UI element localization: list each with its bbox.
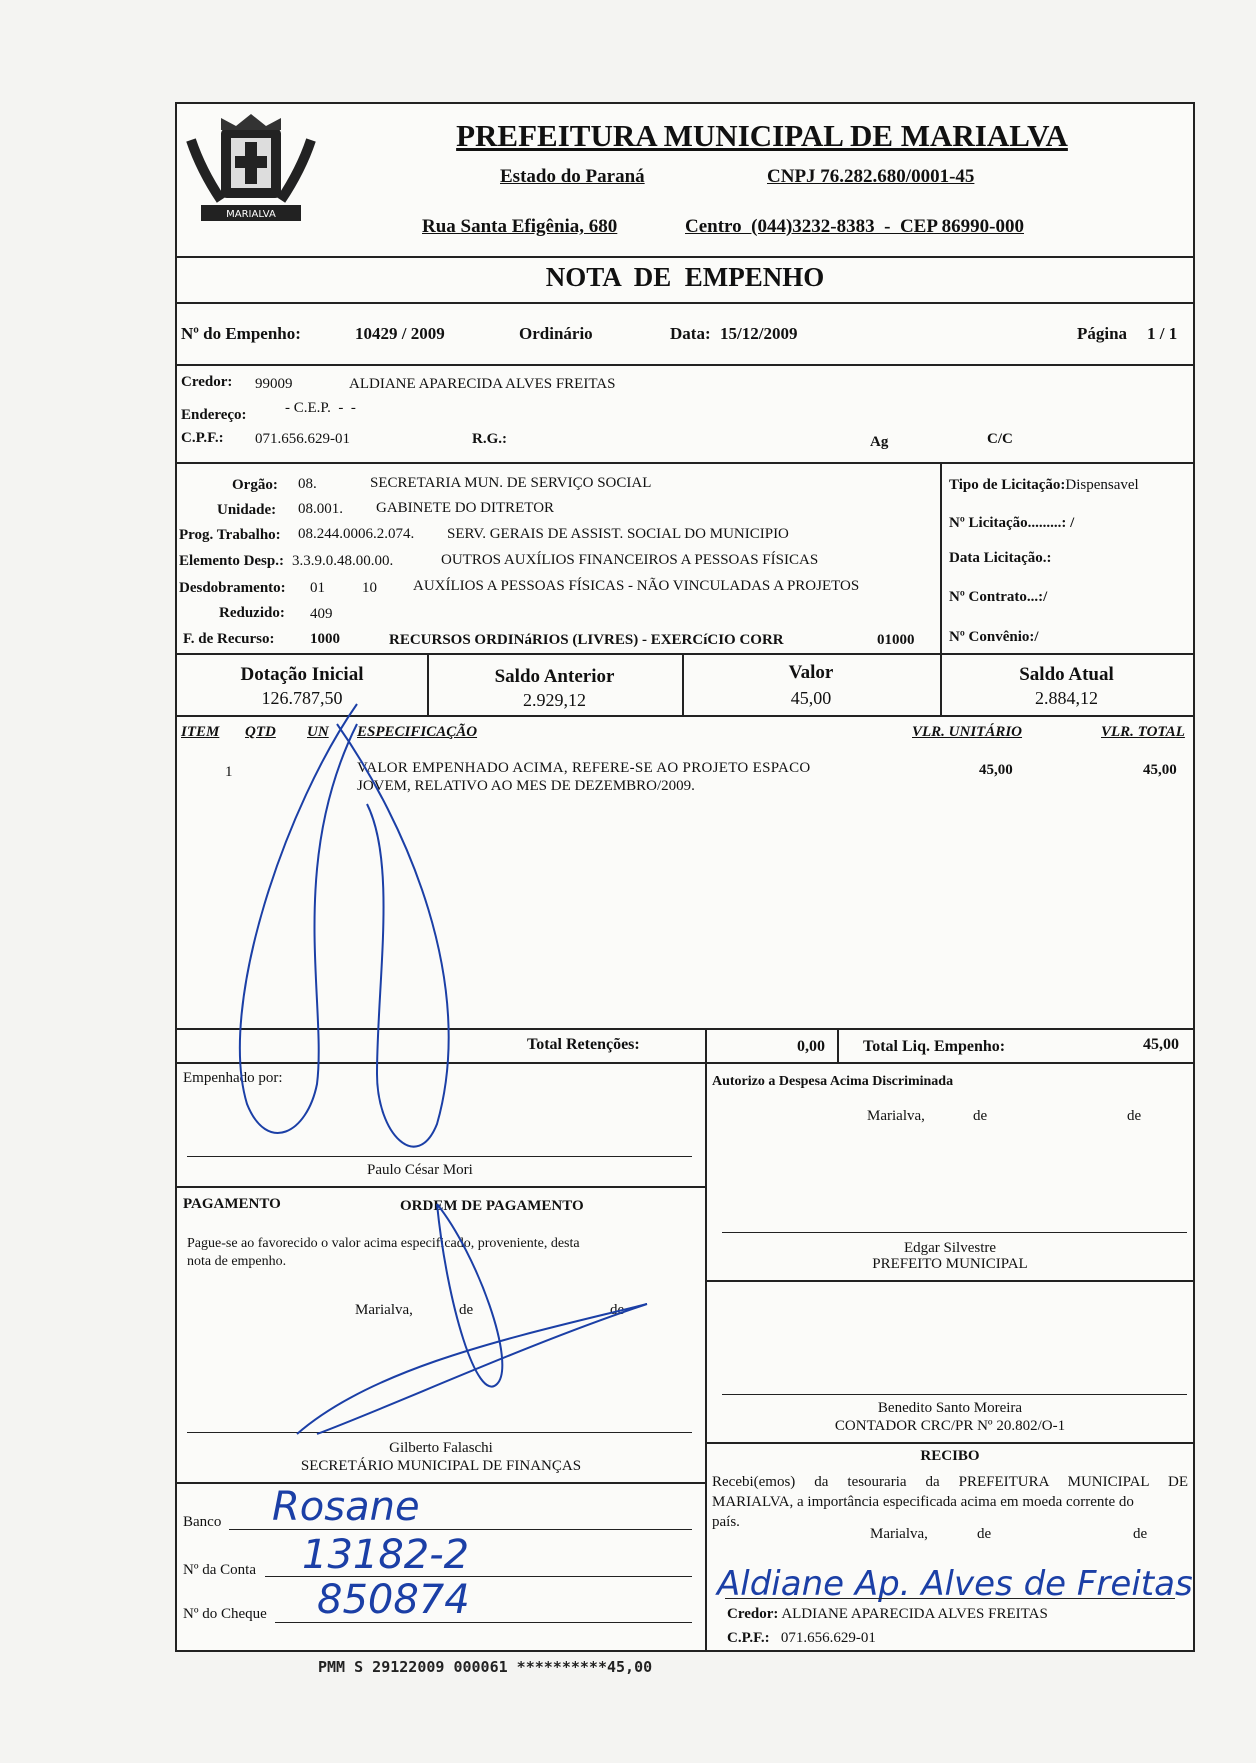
item-number: 1 [225, 764, 233, 780]
col-vlr-total: VLR. TOTAL [1101, 724, 1185, 740]
valor-label: Valor [788, 662, 834, 683]
ordem-pagamento-label: ORDEM DE PAGAMENTO [400, 1198, 584, 1214]
item-desc-line1: VALOR EMPENHADO ACIMA, REFERE-SE AO PROJETO ESPACO [357, 760, 811, 776]
num-convenio: Nº Convênio:/ [949, 629, 1039, 645]
credor-label: Credor: [181, 374, 233, 390]
desd-label: Desdobramento: [179, 580, 286, 596]
num-licitacao: Nº Licitação.........: / [949, 515, 1075, 531]
contador-name: Benedito Santo Moreira [877, 1400, 1023, 1416]
empenho-num-value: 10429 / 2009 [355, 324, 445, 343]
saldo-anterior-label: Saldo Anterior [494, 666, 615, 687]
orgao-code: 08. [298, 476, 317, 492]
banco-label: Banco [183, 1514, 222, 1530]
page-value: 1 / 1 [1147, 324, 1178, 343]
doc-title: NOTA DE EMPENHO [545, 262, 825, 292]
item-unit-value: 45,00 [979, 762, 1013, 778]
municipal-seal-icon [181, 110, 321, 240]
reduzido-label: Reduzido: [219, 605, 285, 621]
address-rest: Centro (044)3232-8383 - CEP 86990-000 [685, 216, 1024, 237]
desd-code2: 10 [362, 580, 377, 596]
unidade-label: Unidade: [217, 502, 277, 518]
prefeito-role: PREFEITO MUNICIPAL [872, 1256, 1028, 1272]
orgao-label: Orgão: [232, 477, 278, 493]
pagamento-label: PAGAMENTO [183, 1196, 281, 1212]
fonte-label: F. de Recurso: [183, 631, 275, 647]
recibo-cpf-label: C.P.F.: [727, 1630, 770, 1646]
rg-label: R.G.: [472, 431, 507, 447]
recibo-signature: Aldiane Ap. Alves de Freitas [717, 1564, 1193, 1604]
elem-label: Elemento Desp.: [179, 553, 284, 569]
recibo-label: RECIBO [920, 1448, 980, 1464]
recibo-text3: país. [712, 1514, 740, 1530]
pagamento-place: Marialva, [355, 1302, 413, 1318]
unidade-desc: GABINETE DO DITRETOR [376, 500, 555, 516]
recibo-credor-name: ALDIANE APARECIDA ALVES FREITAS [781, 1606, 1048, 1622]
cc-label: C/C [987, 431, 1013, 447]
prefeitura-title: PREFEITURA MUNICIPAL DE MARIALVA [456, 118, 1068, 153]
conta-handwritten: 13182-2 [302, 1532, 470, 1578]
recibo-de1: de [977, 1526, 992, 1542]
seal-text: MARIALVA [226, 209, 276, 220]
prefeito-name: Edgar Silvestre [903, 1240, 997, 1256]
autorizo-de1: de [973, 1108, 988, 1124]
col-un: UN [307, 724, 329, 740]
page-label: Página [1077, 324, 1128, 343]
conta-label: Nº da Conta [183, 1562, 256, 1578]
sec-name: Gilberto Falaschi [389, 1440, 493, 1456]
saldo-anterior-value: 2.929,12 [523, 690, 586, 710]
footer-stamp: PMM S 29122009 000061 **********45,00 [318, 1658, 653, 1676]
empenhado-name: Paulo César Mori [367, 1162, 473, 1178]
nota-de-empenho-form [175, 102, 1195, 1652]
tipo-licitacao-value: Dispensavel [1065, 477, 1139, 493]
prog-label: Prog. Trabalho: [179, 527, 281, 543]
col-item: ITEM [181, 724, 220, 740]
item-desc-line2: JOVEM, RELATIVO AO MES DE DEZEMBRO/2009. [357, 778, 695, 794]
endereco-value: - C.E.P. - - [285, 400, 356, 416]
date-value: 15/12/2009 [720, 324, 798, 343]
empenho-type: Ordinário [519, 324, 593, 343]
credor-name: ALDIANE APARECIDA ALVES FREITAS [349, 376, 616, 392]
total-retencoes-value: 0,00 [797, 1038, 825, 1055]
contador-role: CONTADOR CRC/PR Nº 20.802/O-1 [834, 1418, 1066, 1434]
total-liq-label: Total Liq. Empenho: [863, 1038, 1006, 1055]
banco-handwritten: Rosane [272, 1484, 420, 1530]
pagamento-text1: Pague-se ao favorecido o valor acima especificado, proveniente, desta [187, 1236, 580, 1251]
fonte-desc: RECURSOS ORDINáRIOS (LIVRES) - EXERCíCIO CORR [389, 632, 784, 648]
item-total-value: 45,00 [1143, 762, 1177, 778]
saldo-atual-label: Saldo Atual [1019, 664, 1114, 685]
fonte-code: 1000 [310, 631, 340, 647]
data-licitacao: Data Licitação.: [949, 550, 1052, 566]
valor-value: 45,00 [790, 688, 832, 708]
dotacao-inicial-value: 126.787,50 [261, 688, 343, 708]
total-retencoes-label: Total Retenções: [527, 1036, 640, 1053]
sec-role: SECRETÁRIO MUNICIPAL DE FINANÇAS [300, 1458, 582, 1474]
empenho-num-label: Nº do Empenho: [181, 324, 301, 343]
autorizo-label: Autorizo a Despesa Acima Discriminada [712, 1074, 954, 1089]
cpf-value: 071.656.629-01 [255, 431, 350, 447]
cheque-label: Nº do Cheque [183, 1606, 267, 1622]
recibo-de2: de [1133, 1526, 1148, 1542]
dotacao-inicial-label: Dotação Inicial [240, 664, 364, 685]
saldo-atual-value: 2.884,12 [1035, 688, 1098, 708]
pagamento-de1: de [459, 1302, 474, 1318]
prog-code: 08.244.0006.2.074. [298, 526, 415, 542]
num-contrato: Nº Contrato...:/ [949, 589, 1048, 605]
total-liq-value: 45,00 [1143, 1036, 1179, 1053]
pagamento-text2: nota de empenho. [187, 1254, 287, 1269]
col-especificacao: ESPECIFICAÇÃO [357, 724, 478, 740]
recibo-text2: MARIALVA, a importância especificada acima em moeda corrente do [712, 1494, 1134, 1510]
credor-code: 99009 [255, 376, 293, 392]
elem-code: 3.3.9.0.48.00.00. [292, 553, 394, 569]
recibo-text1: Recebi(emos) da tesouraria da PREFEITURA MUNICIPAL DE [712, 1474, 1188, 1490]
recibo-place: Marialva, [870, 1526, 928, 1542]
reduzido-code: 409 [310, 606, 333, 622]
col-vlr-unitario: VLR. UNITÁRIO [912, 724, 1023, 740]
pagamento-de2: de [610, 1302, 625, 1318]
empenhado-label: Empenhado por: [183, 1070, 283, 1086]
address: Rua Santa Efigênia, 680 [422, 216, 618, 237]
orgao-desc: SECRETARIA MUN. DE SERVIÇO SOCIAL [370, 475, 652, 491]
recibo-credor-label: Credor: [727, 1606, 779, 1622]
state: Estado do Paraná [500, 166, 645, 187]
ag-label: Ag [870, 434, 889, 450]
desd-code1: 01 [310, 580, 325, 596]
autorizo-place: Marialva, [867, 1108, 925, 1124]
recibo-cpf-value: 071.656.629-01 [780, 1630, 876, 1646]
desd-desc: AUXÍLIOS A PESSOAS FÍSICAS - NÃO VINCULADAS A PROJETOS [413, 578, 860, 594]
endereco-label: Endereço: [181, 407, 247, 423]
elem-desc: OUTROS AUXÍLIOS FINANCEIROS A PESSOAS FÍSICAS [441, 552, 819, 568]
date-label: Data: [670, 324, 711, 343]
prog-desc: SERV. GERAIS DE ASSIST. SOCIAL DO MUNICIPIO [447, 526, 789, 542]
cnpj: CNPJ 76.282.680/0001-45 [767, 166, 975, 187]
fonte-code2: 01000 [877, 632, 915, 648]
col-qtd: QTD [245, 724, 276, 740]
tipo-licitacao-label: Tipo de Licitação: [949, 477, 1066, 493]
unidade-code: 08.001. [298, 501, 343, 517]
autorizo-de2: de [1127, 1108, 1142, 1124]
cpf-label: C.P.F.: [181, 430, 224, 446]
cheque-handwritten: 850874 [317, 1577, 470, 1623]
